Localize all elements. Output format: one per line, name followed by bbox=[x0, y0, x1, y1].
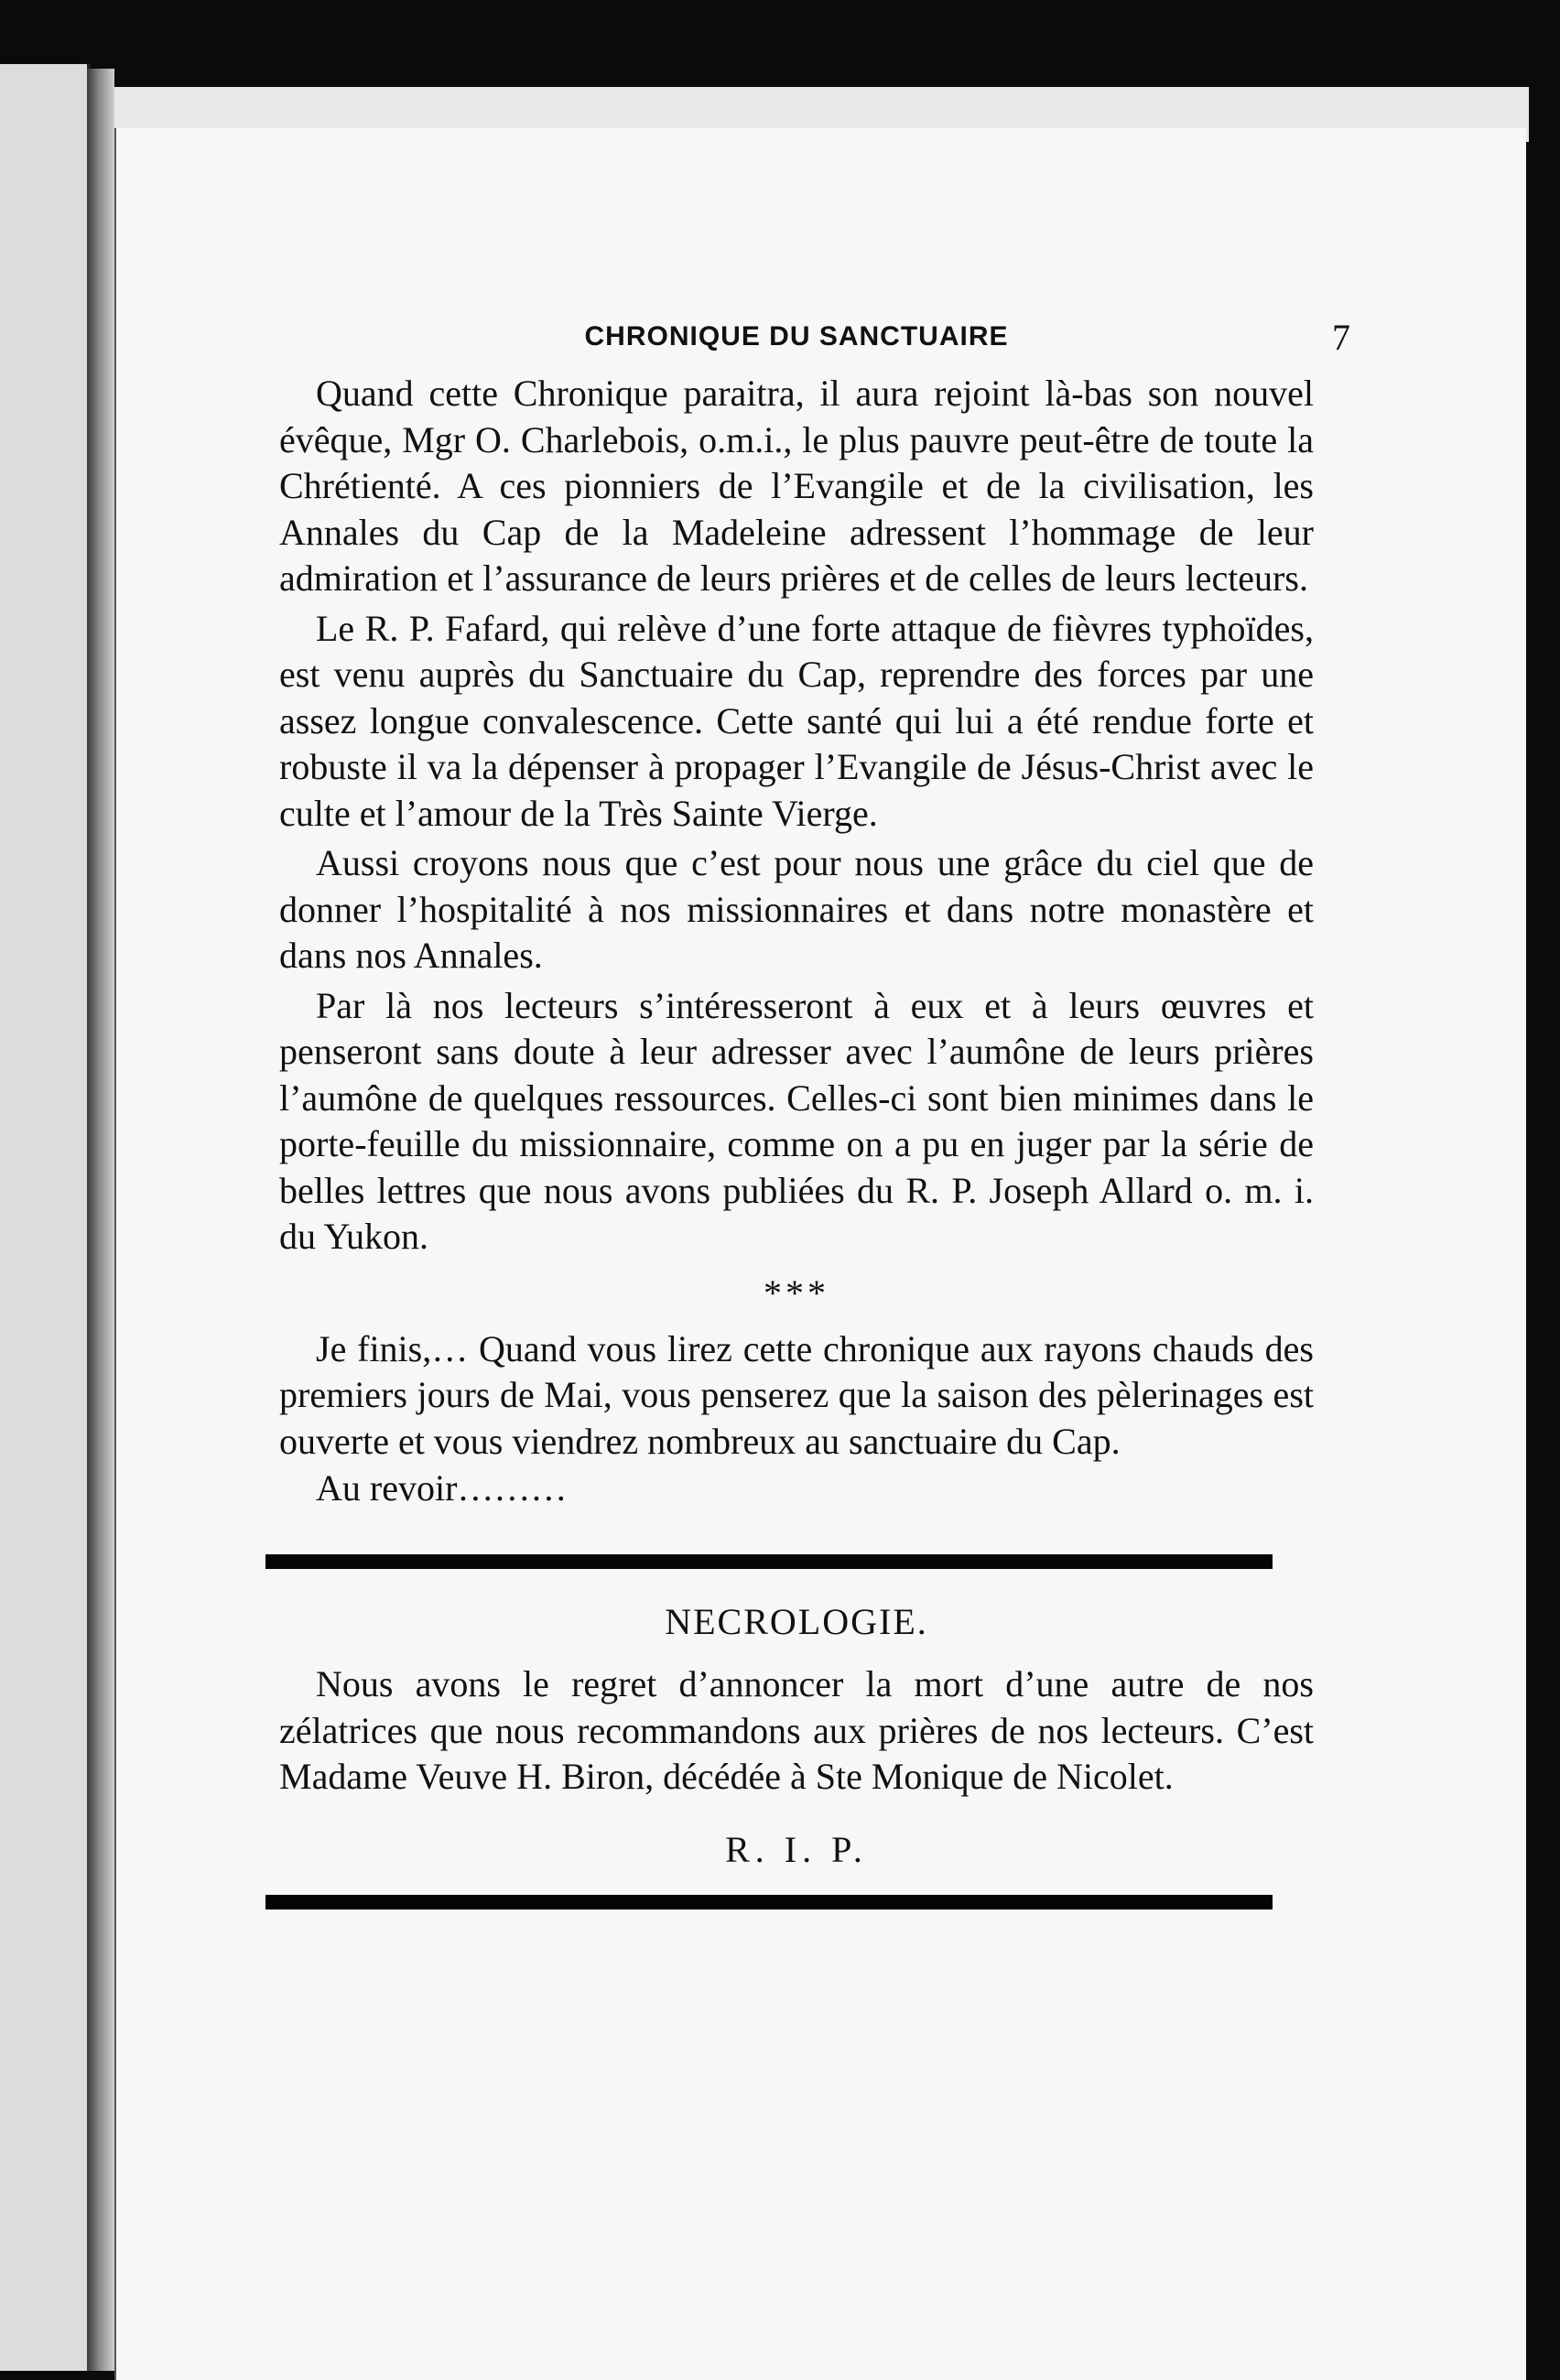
page-number: 7 bbox=[1332, 317, 1350, 358]
paragraph-final: Je finis,… Quand vous lirez cette chronique aux rayons chauds des premiers jours de Mai, vous penserez que la saison des pèlerinages est ouverte et vous viendrez nombreux au sanctuaire du Cap. bbox=[279, 1327, 1314, 1462]
section-break-asterisks: *** bbox=[764, 1271, 829, 1314]
divider-rule-bottom bbox=[265, 1895, 1273, 1909]
book-gutter bbox=[87, 69, 114, 2371]
paragraph-4: Par là nos lecteurs s’intéresseront à eux et à leurs œuvres et penseront sans doute à leur adresser avec l’aumône de leurs prières l’aumône de quelques ressources. Celles-ci sont bien minimes dans le porte-feuille du missionnaire, comme on a pu en juger par la série de belles lettres que nous avons publiées du R. P. Joseph Allard o. m. i. du Yukon. bbox=[279, 984, 1314, 1257]
page-content bbox=[279, 316, 1350, 1909]
page-header bbox=[279, 316, 1350, 371]
paragraph-3: Aussi croyons nous que c’est pour nous une grâce du ciel que de donner l’hospitalité à nos missionnaires et dans notre monastère et dans nos Annales. bbox=[279, 842, 1314, 976]
necrology-title: NECROLOGIE. bbox=[665, 1601, 928, 1642]
paragraph-1: Quand cette Chronique paraitra, il aura rejoint là-bas son nouvel évêque, Mgr O. Charlebois, o.m.i., le plus pauvre peut-être de toute la Chrétienté. A ces pionniers de l’Evangile et de la civilisation, les Annales du Cap de la Madeleine adressent l’hommage de leur admiration et l’assurance de leurs prières et de celles de leurs lecteurs. bbox=[279, 373, 1314, 599]
previous-page-edge bbox=[0, 64, 91, 2371]
necrology-text: Nous avons le regret d’annoncer la mort d’une autre de nos zélatrices que nous recommandons aux prières de nos lecteurs. C’est Madame Veuve H. Biron, décédée à Ste Monique de Nicolet. bbox=[279, 1663, 1314, 1797]
paragraph-2: Le R. P. Fafard, qui relève d’une forte attaque de fièvres typhoïdes, est venu auprès du Sanctuaire du Cap, reprendre des forces par une assez longue convalescence. Cette santé qui lui a été rendue forte et robuste il va la dépenser à propager l’Evangile de Jésus-Christ avec le culte et l’amour de la Très Sainte Vierge. bbox=[279, 607, 1314, 834]
divider-rule-top bbox=[265, 1554, 1273, 1569]
running-head: CHRONIQUE DU SANCTUAIRE bbox=[584, 321, 1009, 352]
rip-line: R. I. P. bbox=[725, 1828, 868, 1870]
closing-line: Au revoir……… bbox=[316, 1467, 568, 1509]
